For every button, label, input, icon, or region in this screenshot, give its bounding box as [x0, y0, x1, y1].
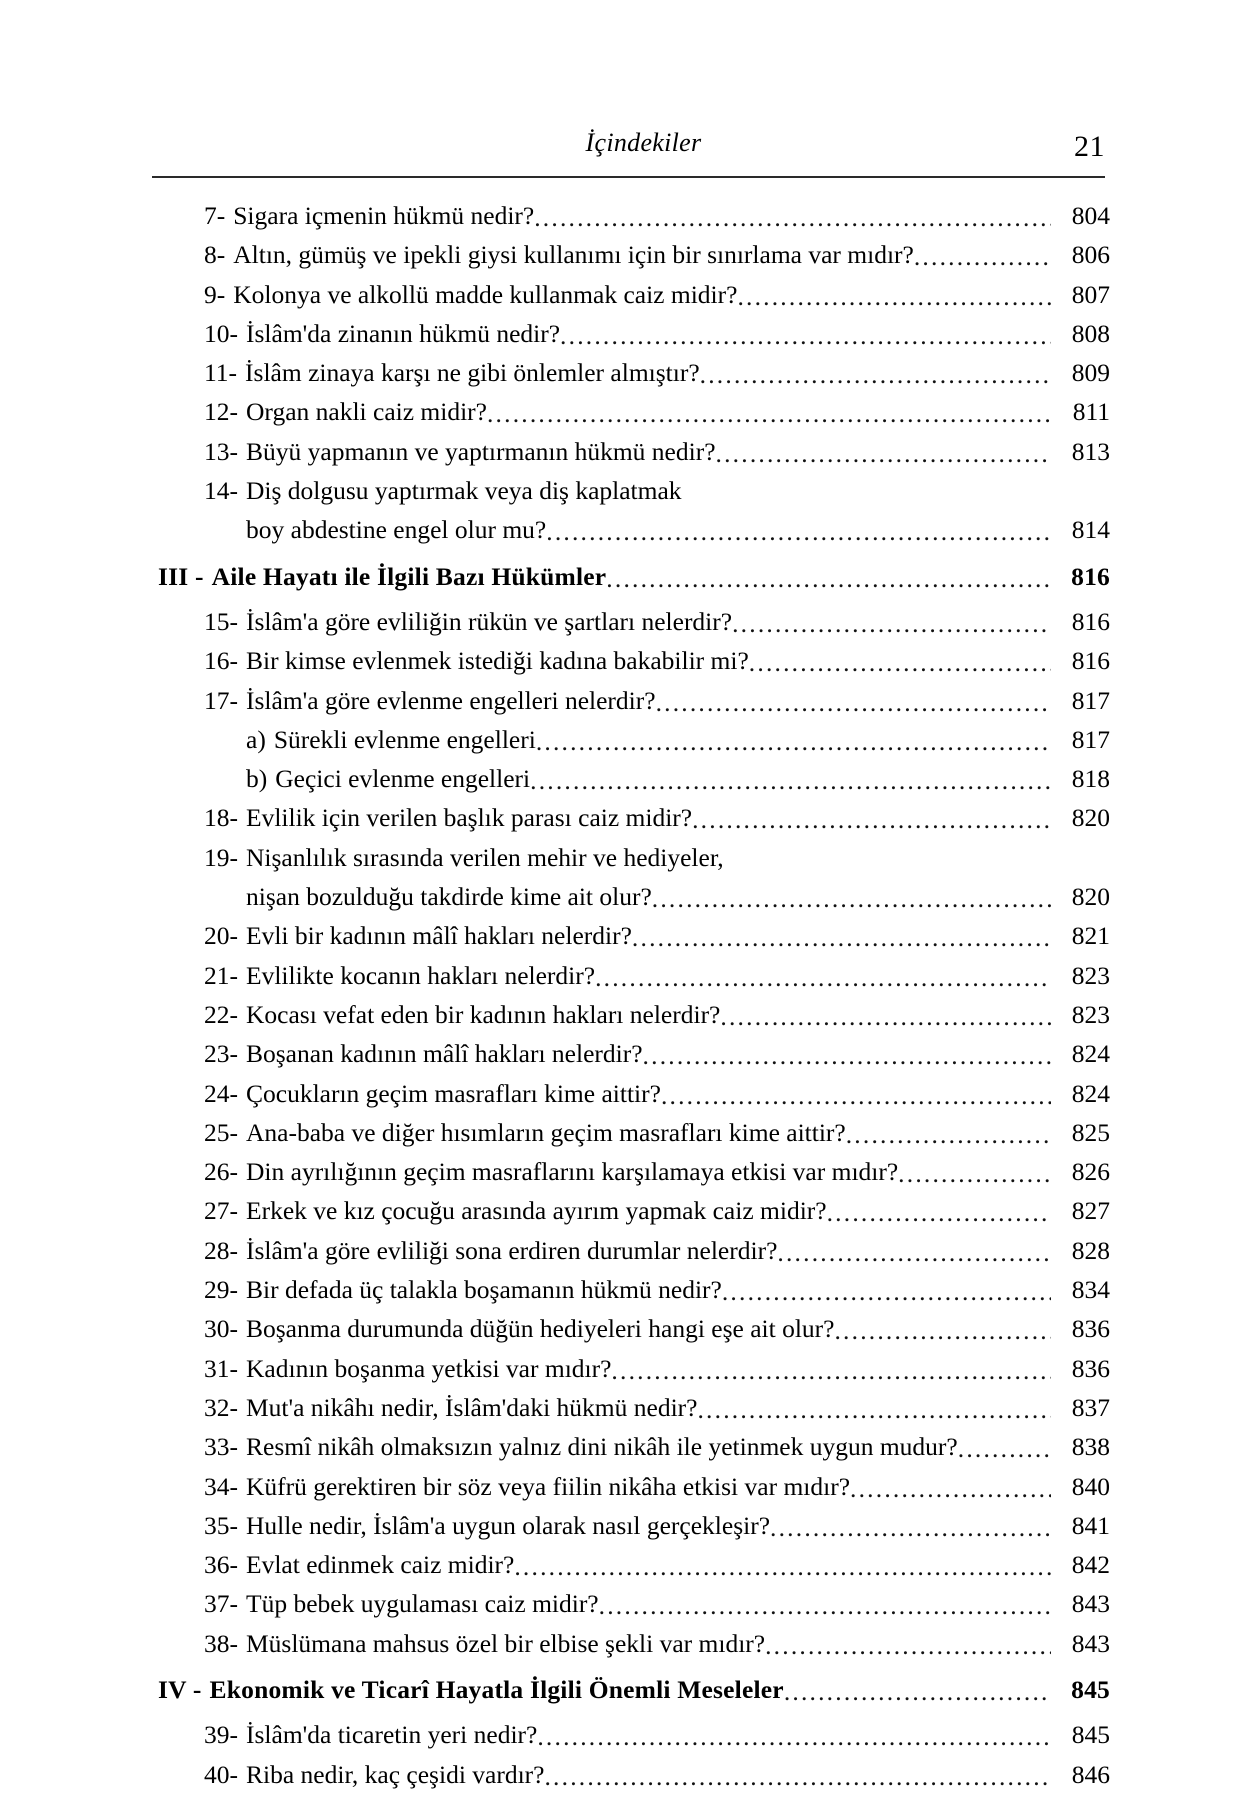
- toc-entry-number: 35-: [204, 1510, 238, 1540]
- toc-entry-number: b): [246, 764, 268, 794]
- toc-entry-page: 837: [1071, 1392, 1110, 1422]
- dot-leader: [770, 1520, 1051, 1545]
- toc-entry-number: 24-: [204, 1078, 238, 1108]
- toc-entry-title: Din ayrılığının geçim masraflarını karşılamaya etkisi var mıdır?: [246, 1157, 899, 1187]
- toc-entry-title: Sigara içmenin hükmü nedir?: [233, 201, 535, 230]
- toc-entry-number: III -: [158, 561, 204, 591]
- toc-entry-number: 36-: [204, 1550, 238, 1580]
- dot-leader: [514, 1559, 1051, 1584]
- toc-entry-number: 39-: [204, 1720, 238, 1750]
- dot-leader: [834, 1324, 1051, 1349]
- toc-entry[interactable]: [152, 1624, 1110, 1663]
- toc-entry-number: 9-: [204, 279, 226, 309]
- toc-entry-page: 843: [1071, 1589, 1110, 1619]
- toc-entry-title: Müslümana mahsus özel bir elbise şekli var mıdır?: [246, 1628, 766, 1658]
- dot-leader: [656, 695, 1051, 720]
- toc-entry-number: 37-: [204, 1589, 238, 1619]
- dot-leader: [632, 931, 1051, 956]
- toc-entry-page: 809: [1071, 358, 1110, 388]
- toc-entry[interactable]: [152, 196, 1110, 235]
- toc-entry-number: 10-: [204, 318, 238, 348]
- toc-entry-title: Çocukların geçim masrafları kime aittir?: [246, 1078, 661, 1108]
- toc-entry-page: 820: [1071, 803, 1110, 833]
- dot-leader: [716, 446, 1051, 471]
- toc-entry-page: 816: [1071, 561, 1110, 591]
- dot-leader: [611, 1363, 1051, 1388]
- dot-leader: [530, 773, 1051, 798]
- toc-entry-number: 12-: [204, 397, 238, 427]
- toc-entry-number: 17-: [204, 685, 238, 715]
- toc-entry-title: Tüp bebek uygulaması caiz midir?: [246, 1589, 599, 1619]
- dot-leader: [692, 813, 1051, 838]
- toc-entry-page: 845: [1071, 1720, 1110, 1750]
- toc-entry-page: 821: [1071, 921, 1110, 951]
- toc-entry-page: 836: [1071, 1314, 1110, 1344]
- toc-entry[interactable]: [152, 602, 1110, 641]
- toc-entry-page: 820: [1071, 882, 1110, 912]
- toc-entry-title: Mut'a nikâhı nedir, İslâm'daki hükmü nedir?: [246, 1392, 698, 1422]
- toc-entry[interactable]: [152, 392, 1110, 431]
- toc-entry[interactable]: [152, 1074, 1110, 1113]
- toc-entry-page: 838: [1071, 1432, 1110, 1462]
- toc-entry-title: nişan bozulduğu takdirde kime ait olur?: [246, 882, 652, 912]
- dot-leader: [544, 1769, 1051, 1794]
- toc-entry-number: 14-: [204, 476, 238, 506]
- toc-entry-title: Altın, gümüş ve ipekli giysi kullanımı için bir sınırlama var mıdır?: [233, 240, 914, 270]
- toc-entry-title: Bir kimse evlenmek istediği kadına bakabilir mi?: [246, 646, 749, 676]
- toc-entry[interactable]: [152, 1270, 1110, 1309]
- toc-entry-title: İslâm'a göre evliliğin rükün ve şartları nelerdir?: [246, 606, 733, 636]
- toc-entry[interactable]: [152, 1113, 1110, 1152]
- dot-leader: [560, 328, 1051, 353]
- toc-entry-page: 816: [1071, 646, 1110, 676]
- dot-leader: [700, 367, 1051, 392]
- toc-entry-title: Büyü yapmanın ve yaptırmanın hükmü nedir?: [246, 436, 716, 466]
- toc-entry-number: 19-: [204, 842, 238, 872]
- dot-leader: [546, 525, 1051, 550]
- toc-entry-page: 846: [1071, 1759, 1110, 1789]
- toc-entry[interactable]: [152, 275, 1110, 314]
- dot-leader: [784, 1684, 1051, 1709]
- toc-entry-page: 813: [1071, 436, 1110, 466]
- toc-entry-continuation[interactable]: [152, 510, 1110, 549]
- toc-entry-page: 828: [1071, 1235, 1110, 1265]
- toc-entry[interactable]: [152, 798, 1110, 837]
- toc-entry-page: 817: [1071, 724, 1110, 754]
- toc-entry[interactable]: [152, 1034, 1110, 1073]
- toc-section-heading[interactable]: [152, 557, 1110, 596]
- toc-entry-number: 7-: [204, 201, 226, 230]
- toc-entry-number: 25-: [204, 1117, 238, 1147]
- toc-entry-title: İslâm'a göre evliliği sona erdiren durumlar nelerdir?: [246, 1235, 778, 1265]
- toc-entry-page: 817: [1071, 685, 1110, 715]
- toc-entry-title: Kadının boşanma yetkisi var mıdır?: [246, 1353, 612, 1383]
- toc-entry-title: Bir defada üç talakla boşamanın hükmü nedir?: [246, 1275, 722, 1305]
- toc-entry-number: IV -: [158, 1674, 202, 1704]
- toc-entry-title: Hulle nedir, İslâm'a uygun olarak nasıl gerçekleşir?: [246, 1510, 771, 1540]
- toc-entry-title: Organ nakli caiz midir?: [246, 397, 487, 427]
- toc-subentry[interactable]: [152, 720, 1110, 759]
- toc-entry[interactable]: [152, 235, 1110, 274]
- toc-entry-page: 804: [1071, 201, 1110, 230]
- toc-entry-number: 26-: [204, 1157, 238, 1187]
- dot-leader: [537, 1730, 1051, 1755]
- toc-entry-number: 31-: [204, 1353, 238, 1383]
- toc-entry-title: Boşanma durumunda düğün hediyeleri hangi eşe ait olur?: [246, 1314, 835, 1344]
- toc-entry-number: 22-: [204, 999, 238, 1029]
- toc-entry-page: 841: [1071, 1510, 1110, 1540]
- dot-leader: [599, 1599, 1051, 1624]
- dot-leader: [643, 1049, 1051, 1074]
- toc-entry-number: 13-: [204, 436, 238, 466]
- toc-entry-title: Evlilikte kocanın hakları nelerdir?: [246, 960, 596, 990]
- toc-entry-continuation[interactable]: [152, 877, 1110, 916]
- toc-entry-page: 823: [1071, 960, 1110, 990]
- dot-leader: [487, 407, 1051, 432]
- toc-entry-number: 27-: [204, 1196, 238, 1226]
- toc-entry-number: 16-: [204, 646, 238, 676]
- dot-leader: [606, 571, 1051, 596]
- dot-leader: [661, 1088, 1051, 1113]
- toc-entry-page: 840: [1071, 1471, 1110, 1501]
- toc-entry-page: 836: [1071, 1353, 1110, 1383]
- toc-entry-page: 824: [1071, 1078, 1110, 1108]
- toc-entry[interactable]: [152, 1506, 1110, 1545]
- toc-entry-number: 33-: [204, 1432, 238, 1462]
- toc-entry-page: 814: [1071, 515, 1110, 545]
- dot-leader: [765, 1638, 1051, 1663]
- toc-entry-title: Boşanan kadının mâlî hakları nelerdir?: [246, 1039, 643, 1069]
- toc-entry-page: 826: [1071, 1157, 1110, 1187]
- toc-entry-title: Ekonomik ve Ticarî Hayatla İlgili Önemli Meseleler: [209, 1674, 784, 1704]
- toc-entry-page: 806: [1071, 240, 1110, 270]
- toc-entry-number: 8-: [204, 240, 226, 270]
- toc-section-heading[interactable]: [152, 1670, 1110, 1709]
- header-rule: [152, 176, 1105, 178]
- toc-entry-number: 30-: [204, 1314, 238, 1344]
- toc-entry-page: 807: [1071, 279, 1110, 309]
- toc-entry-page: 834: [1071, 1275, 1110, 1305]
- toc-entry-number: 38-: [204, 1628, 238, 1658]
- toc-subentry[interactable]: [152, 759, 1110, 798]
- toc-entry-title: Kolonya ve alkollü madde kullanmak caiz midir?: [233, 279, 738, 309]
- toc-entry-title: boy abdestine engel olur mu?: [246, 515, 547, 545]
- toc-entry-title: Nişanlılık sırasında verilen mehir ve hediyeler,: [246, 842, 724, 872]
- toc-entry-title: Sürekli evlenme engelleri: [273, 724, 536, 754]
- dot-leader: [777, 1245, 1051, 1270]
- dot-leader: [595, 970, 1051, 995]
- dot-leader: [898, 1166, 1051, 1191]
- toc-entry-number: 21-: [204, 960, 238, 990]
- toc-entry-title: Evli bir kadının mâlî hakları nelerdir?: [246, 921, 632, 951]
- toc-entry-page: 827: [1071, 1196, 1110, 1226]
- toc-entry-number: 34-: [204, 1471, 238, 1501]
- toc-entry-title: Riba nedir, kaç çeşidi vardır?: [246, 1759, 545, 1789]
- toc-entry[interactable]: [152, 956, 1110, 995]
- table-of-contents: [152, 196, 1110, 1794]
- toc-entry[interactable]: [152, 995, 1110, 1034]
- toc-entry-page: 825: [1071, 1117, 1110, 1147]
- toc-entry-page: 824: [1071, 1039, 1110, 1069]
- toc-entry[interactable]: [152, 353, 1110, 392]
- toc-entry[interactable]: [152, 314, 1110, 353]
- dot-leader: [958, 1442, 1051, 1467]
- toc-entry-page: 843: [1071, 1628, 1110, 1658]
- dot-leader: [697, 1402, 1051, 1427]
- toc-entry-number: 18-: [204, 803, 238, 833]
- toc-entry-number: 20-: [204, 921, 238, 951]
- toc-entry-number: a): [246, 724, 266, 754]
- dot-leader: [732, 616, 1051, 641]
- toc-entry[interactable]: [152, 1231, 1110, 1270]
- toc-entry-title: Geçici evlenme engelleri: [275, 764, 531, 794]
- toc-entry[interactable]: [152, 432, 1110, 471]
- toc-entry-page: 816: [1071, 606, 1110, 636]
- toc-entry[interactable]: [152, 1545, 1110, 1584]
- toc-entry-title: Küfrü gerektiren bir söz veya fiilin nikâha etkisi var mıdır?: [246, 1471, 851, 1501]
- toc-entry-number: 29-: [204, 1275, 238, 1305]
- toc-entry[interactable]: [152, 1388, 1110, 1427]
- dot-leader: [749, 656, 1051, 681]
- dot-leader: [846, 1127, 1051, 1152]
- toc-entry-number: 40-: [204, 1759, 238, 1789]
- toc-entry[interactable]: [152, 1584, 1110, 1623]
- toc-entry-title: İslâm zinaya karşı ne gibi önlemler almıştır?: [245, 358, 700, 388]
- toc-entry[interactable]: [152, 1349, 1110, 1388]
- toc-entry-page: 845: [1071, 1674, 1110, 1704]
- toc-entry-title: Resmî nikâh olmaksızın yalnız dini nikâh ile yetinmek uygun mudur?: [246, 1432, 958, 1462]
- toc-entry[interactable]: [152, 1755, 1110, 1794]
- dot-leader: [737, 289, 1051, 314]
- dot-leader: [534, 210, 1051, 235]
- toc-entry-title: Ana-baba ve diğer hısımların geçim masrafları kime aittir?: [246, 1117, 846, 1147]
- toc-entry-title: İslâm'da zinanın hükmü nedir?: [246, 318, 561, 348]
- toc-entry[interactable]: [152, 1467, 1110, 1506]
- toc-entry[interactable]: [152, 1191, 1110, 1230]
- toc-entry-title: Erkek ve kız çocuğu arasında ayırım yapmak caiz midir?: [246, 1196, 827, 1226]
- toc-entry[interactable]: [152, 1309, 1110, 1348]
- dot-leader: [722, 1284, 1051, 1309]
- toc-entry-title: Evlat edinmek caiz midir?: [246, 1550, 515, 1580]
- dot-leader: [850, 1481, 1051, 1506]
- toc-entry[interactable]: [152, 838, 1110, 877]
- toc-entry-page: 818: [1071, 764, 1110, 794]
- toc-entry-number: 28-: [204, 1235, 238, 1265]
- dot-leader: [827, 1206, 1051, 1231]
- toc-entry-title: Kocası vefat eden bir kadının hakları nelerdir?: [246, 999, 721, 1029]
- toc-entry-title: İslâm'da ticaretin yeri nedir?: [246, 1720, 538, 1750]
- page-title: İçindekiler: [585, 128, 702, 157]
- toc-entry-title: Evlilik için verilen başlık parası caiz midir?: [246, 803, 693, 833]
- toc-entry[interactable]: [152, 471, 1110, 510]
- toc-entry-title: Diş dolgusu yaptırmak veya diş kaplatmak: [246, 476, 682, 506]
- toc-entry-title: Aile Hayatı ile İlgili Bazı Hükümler: [211, 561, 607, 591]
- toc-entry-number: 11-: [204, 358, 238, 388]
- toc-entry[interactable]: [152, 641, 1110, 680]
- toc-entry[interactable]: [152, 916, 1110, 955]
- toc-entry[interactable]: [152, 681, 1110, 720]
- dot-leader: [652, 891, 1051, 916]
- toc-entry-page: 842: [1071, 1550, 1110, 1580]
- toc-entry[interactable]: [152, 1427, 1110, 1466]
- toc-entry-page: 808: [1071, 318, 1110, 348]
- toc-entry-page: 823: [1071, 999, 1110, 1029]
- toc-entry-number: 15-: [204, 606, 238, 636]
- folio-number: 21: [1074, 130, 1105, 163]
- toc-entry[interactable]: [152, 1715, 1110, 1754]
- toc-entry-page: 811: [1072, 397, 1110, 427]
- toc-entry-number: 23-: [204, 1039, 238, 1069]
- dot-leader: [536, 734, 1051, 759]
- dot-leader: [720, 1009, 1051, 1034]
- toc-entry[interactable]: [152, 1152, 1110, 1191]
- running-header: [152, 126, 1105, 174]
- toc-entry-title: İslâm'a göre evlenme engelleri nelerdir?: [246, 685, 656, 715]
- toc-entry-number: 32-: [204, 1392, 238, 1422]
- dot-leader: [914, 250, 1051, 275]
